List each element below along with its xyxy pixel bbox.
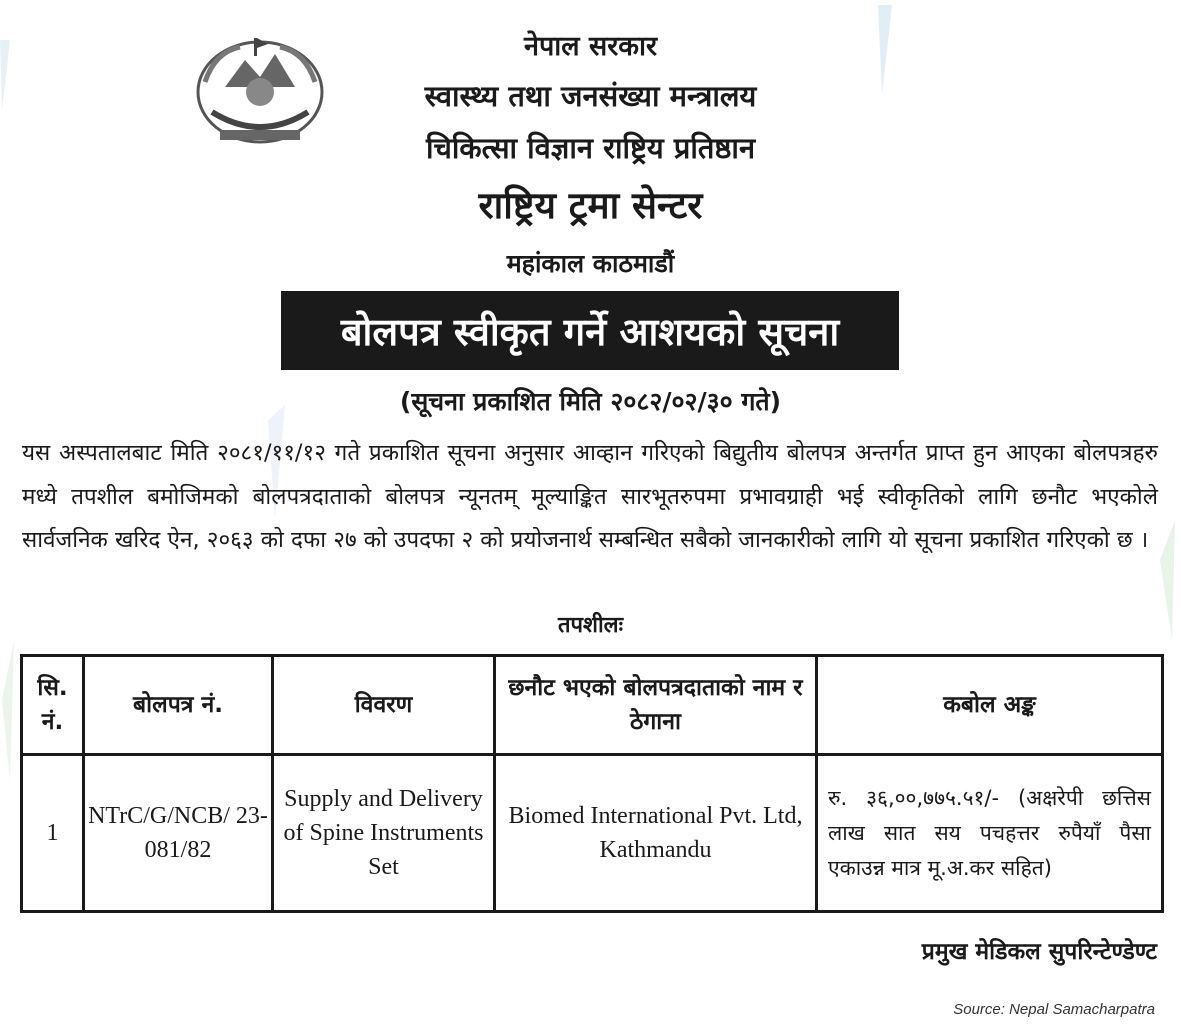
signature-title: प्रमुख मेडिकल सुपरिन्टेण्डेण्ट [921,939,1157,965]
cell-sn: 1 [22,755,84,912]
table-header-row [22,656,1163,755]
cell-bidder: Biomed International Pvt. Ltd, Kathmandu [495,755,817,912]
details-label: तपशीलः [557,613,624,638]
header-center: राष्ट्रिय ट्रमा सेन्टर [478,184,703,227]
cell-description: Supply and Delivery of Spine Instruments Set [273,755,495,912]
award-table [20,654,1164,913]
publish-date: (सूचना प्रकाशित मिति २०८२/०२/३० गते) [399,387,782,416]
notice-body: यस अस्पतालबाट मिति २०८१/११/१२ गते प्रकाशित सूचना अनुसार आव्हान गरिएको बिद्युतीय बोलपत्र अन्तर्गत प्राप्त हुन आएका बोलपत्रहरु मध्ये तपशील बमोजिमको बोलपत्रदाताको बोलपत्र न्यूनतम् मूल्याङ्कित सारभूतरुपमा प्रभावग्राही भई स्वीकृतिको लागि छनौट भएकोले सार्वजनिक खरिद ऐन, २०६३ को दफा २७ को उपदफा २ को प्रयोजनार्थ सम्बन्धित सबैको जानकारीको लागि यो सूचना प्रकाशित गरिएको छ । [22,440,1158,553]
cell-amount: रु. ३६,००,७७५.५१/- (अक्षरेपी छत्तिस लाख सात सय पचहत्तर रुपैयाँ पैसा एकाउन्न मात्र मू.अ.कर सहित) [817,755,1163,912]
header-description: विवरण [273,656,495,755]
header-bid-no: बोलपत्र नं. [84,656,273,755]
table-row [22,755,1163,912]
header-location: महांकाल काठमाडौं [506,249,675,278]
source-credit: Source: Nepal Samacharpatra [953,1001,1155,1018]
notice-title-banner: बोलपत्र स्वीकृत गर्ने आशयको सूचना [281,291,899,370]
header-sn: सि. नं. [22,656,84,755]
header-bidder: छनौट भएको बोलपत्रदाताको नाम र ठेगाना [495,656,817,755]
cell-bid-no: NTrC/G/NCB/ 23-081/82 [84,755,273,912]
header-amount: कबोल अङ्क [817,656,1163,755]
header-ministry: स्वास्थ्य तथा जनसंख्या मन्त्रालय [424,79,757,113]
header-academy: चिकित्सा विज्ञान राष्ट्रिय प्रतिष्ठान [425,131,756,165]
header-government: नेपाल सरकार [523,31,658,62]
